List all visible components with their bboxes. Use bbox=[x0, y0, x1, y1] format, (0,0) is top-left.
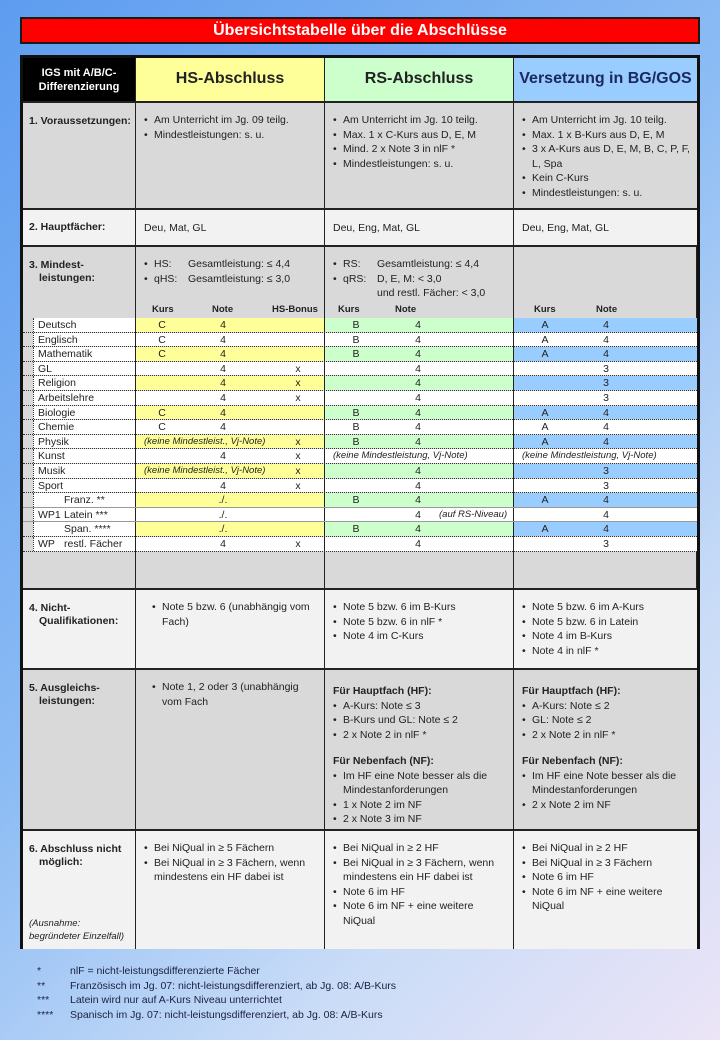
row-voraussetzungen bbox=[23, 103, 697, 210]
kurs-header: Kurs bbox=[152, 304, 174, 315]
hs-cell: 4 x bbox=[136, 537, 325, 551]
hs-note-remark: (keine Mindestleist., Vj-Note) bbox=[144, 464, 266, 476]
footnote-mark: *** bbox=[37, 994, 50, 1006]
subject-row bbox=[23, 508, 697, 523]
hs-cell: C 4 bbox=[136, 406, 325, 420]
subject-name-cell bbox=[33, 464, 136, 478]
list-item: • B-Kurs und GL: Note ≤ 2 bbox=[333, 713, 507, 728]
hs-cell: C 4 bbox=[136, 420, 325, 434]
list-item: • Note 5 bzw. 6 im B-Kurs bbox=[333, 600, 507, 615]
hs-cell: (keine Mindestleist., Vj-Note) x bbox=[136, 464, 325, 478]
list-item: • Note 5 bzw. 6 in Latein bbox=[522, 615, 691, 630]
rs-cell bbox=[325, 590, 514, 668]
row-mindestleistungen bbox=[23, 247, 697, 590]
page-title: Übersichtstabelle über die Abschlüsse bbox=[20, 17, 700, 44]
list-item: • A-Kurs: Note ≤ 2 bbox=[522, 699, 691, 714]
subject-row bbox=[23, 406, 697, 421]
hs-cell bbox=[136, 590, 325, 668]
bg-cell: 4 bbox=[514, 508, 697, 522]
rs-list bbox=[325, 103, 513, 171]
list-item: • Max. 1 x C-Kurs aus D, E, M bbox=[333, 128, 507, 143]
kurs-header: Kurs bbox=[338, 304, 360, 315]
row-label bbox=[23, 590, 136, 668]
footnote-mark: ** bbox=[37, 979, 46, 992]
list-item: • Im HF eine Note besser als die Mindestanforderungen bbox=[333, 769, 507, 798]
list-item: • Bei NiQual in ≥ 3 Fächern, wenn mindestens ein HF dabei ist bbox=[144, 856, 318, 885]
corner-line-1: IGS mit A/B/C- bbox=[41, 66, 117, 79]
subject-name: Musik bbox=[38, 464, 66, 477]
subject-name: Deutsch bbox=[38, 319, 77, 331]
subject-row bbox=[23, 479, 697, 494]
subject-row bbox=[23, 362, 697, 377]
hs-list bbox=[136, 670, 324, 709]
bg-note-remark: (keine Mindestleistung, Vj-Note) bbox=[522, 450, 657, 462]
subject-name: Franz. ** bbox=[64, 494, 105, 507]
hs-header-label: HS-Abschluss bbox=[175, 70, 285, 88]
min-value: D, E, M: < 3,0 bbox=[377, 272, 442, 285]
bg-cell: 3 bbox=[514, 464, 697, 478]
bg-text: Deu, Eng, Mat, GL bbox=[522, 222, 609, 234]
column-header-bg bbox=[514, 58, 697, 101]
bg-cell: 3 bbox=[514, 391, 697, 405]
list-item: • Mind. 2 x Note 3 in nlF * bbox=[333, 142, 507, 157]
hs-cell: 4 x bbox=[136, 449, 325, 463]
bg-cell bbox=[514, 103, 697, 208]
nf-list bbox=[325, 769, 513, 827]
column-header-rs bbox=[325, 58, 514, 101]
row-label bbox=[23, 103, 136, 208]
bg-cell bbox=[514, 590, 697, 668]
subject-name: restl. Fächer bbox=[64, 537, 123, 550]
rs-min-list bbox=[325, 247, 513, 301]
rs-cell bbox=[325, 103, 514, 208]
footnote-text: nlF = nicht-leistungsdifferenzierte Fächer bbox=[70, 965, 260, 977]
list-item: • Mindestleistungen: s. u. bbox=[144, 128, 318, 143]
subject-row bbox=[23, 391, 697, 406]
subject-name: Sport bbox=[38, 479, 64, 492]
subject-name-cell bbox=[33, 420, 136, 434]
rs-remark: (auf RS-Niveau) bbox=[439, 508, 508, 520]
hs-cell: 4 x bbox=[136, 362, 325, 376]
hs-note-remark: (keine Mindestleist., Vj-Note) bbox=[144, 435, 266, 447]
footnote bbox=[37, 993, 396, 1008]
footnote-text: Latein wird nur auf A-Kurs Niveau unterrichtet bbox=[70, 994, 282, 1006]
rs-cell: 4 bbox=[325, 479, 514, 493]
list-item: • Note 6 im NF + eine weitere NiQual bbox=[522, 885, 691, 914]
label-line-2: leistungen: bbox=[39, 695, 96, 707]
bg-cell: A 4 bbox=[514, 493, 697, 507]
list-item: • Max. 1 x B-Kurs aus D, E, M bbox=[522, 128, 691, 143]
min-requirement bbox=[325, 257, 513, 272]
list-item: • Am Unterricht im Jg. 10 teilg. bbox=[522, 113, 691, 128]
rs-text: Deu, Eng, Mat, GL bbox=[333, 222, 420, 234]
footnote bbox=[37, 1008, 396, 1023]
subject-name: Mathematik bbox=[38, 348, 93, 361]
hs-cell bbox=[136, 831, 325, 949]
hs-cell bbox=[136, 210, 325, 245]
hs-bonus-header: HS-Bonus bbox=[272, 304, 318, 315]
hs-min-list bbox=[136, 247, 324, 286]
list-item: • Im HF eine Note besser als die Mindestanforderungen bbox=[522, 769, 691, 798]
row-hauptfaecher bbox=[23, 210, 697, 247]
list-item: • Note 4 im C-Kurs bbox=[333, 629, 507, 644]
rs-cell: B 4 bbox=[325, 333, 514, 347]
min-value: Gesamtleistung: ≤ 3,0 bbox=[188, 272, 291, 285]
subject-name-cell bbox=[33, 333, 136, 347]
hf-title: Für Hauptfach (HF): bbox=[522, 685, 621, 697]
subject-name-cell bbox=[33, 318, 136, 332]
list-item: • GL: Note ≤ 2 bbox=[522, 713, 691, 728]
label-text: 1. Voraussetzungen: bbox=[29, 115, 131, 127]
min-key: • qRS: bbox=[333, 272, 377, 287]
list-item: • Mindestleistungen: s. u. bbox=[522, 186, 691, 201]
hs-cell: C 4 bbox=[136, 347, 325, 361]
label-text: 2. Hauptfächer: bbox=[29, 221, 106, 233]
bg-cell: 3 bbox=[514, 376, 697, 390]
rs-cell bbox=[325, 210, 514, 245]
row-nichtqualifikationen bbox=[23, 590, 697, 670]
subject-name: Latein *** bbox=[64, 508, 108, 521]
bg-header-label: Versetzung in BG/GOS bbox=[519, 70, 692, 88]
corner-header bbox=[23, 58, 136, 101]
rs-cell: 4 bbox=[325, 464, 514, 478]
label-line-1: 5. Ausgleichs- bbox=[29, 682, 100, 694]
subject-row bbox=[23, 318, 697, 333]
hf-list bbox=[514, 699, 697, 743]
bg-cell: A 4 bbox=[514, 406, 697, 420]
list-item: • Note 6 im HF bbox=[522, 870, 691, 885]
subject-name-cell bbox=[33, 508, 136, 522]
bg-list bbox=[514, 831, 697, 914]
hs-cell: 4 x bbox=[136, 391, 325, 405]
hs-cell: 4 x bbox=[136, 479, 325, 493]
rs-cell: 4 bbox=[325, 362, 514, 376]
bg-cell bbox=[514, 670, 697, 829]
list-item: • Mindestleistungen: s. u. bbox=[333, 157, 507, 172]
hf-list bbox=[325, 699, 513, 743]
rs-header-label: RS-Abschluss bbox=[364, 70, 474, 88]
subject-name-cell bbox=[33, 347, 136, 361]
rs-cell: B 4 bbox=[325, 406, 514, 420]
subject-row bbox=[23, 522, 697, 537]
list-item: • Kein C-Kurs bbox=[522, 171, 691, 186]
rs-note-remark: (keine Mindestleistung, Vj-Note) bbox=[333, 450, 468, 462]
subject-row bbox=[23, 376, 697, 391]
subject-name-cell bbox=[33, 479, 136, 493]
wp-label: WP bbox=[38, 537, 55, 550]
subject-row bbox=[23, 420, 697, 435]
hs-cell: C 4 bbox=[136, 318, 325, 332]
list-item: • Am Unterricht im Jg. 09 teilg. bbox=[144, 113, 318, 128]
subject-name-cell bbox=[33, 537, 136, 551]
min-value: Gesamtleistung: ≤ 4,4 bbox=[188, 258, 291, 270]
overview-table bbox=[20, 55, 700, 949]
min-value: Gesamtleistung: ≤ 4,4 bbox=[377, 258, 480, 270]
bg-list bbox=[514, 590, 697, 658]
footnote-text: Französisch im Jg. 07: nicht-leistungsdifferenziert, ab Jg. 08: A/B-Kurs bbox=[70, 979, 397, 992]
wp1-label: WP1 bbox=[38, 508, 61, 521]
hs-cell: 4 x bbox=[136, 376, 325, 390]
label-line-1: 3. Mindest- bbox=[29, 259, 84, 271]
bg-cell: A 4 bbox=[514, 333, 697, 347]
hs-list bbox=[136, 831, 324, 885]
list-item: • Note 6 im HF bbox=[333, 885, 507, 900]
list-item: • A-Kurs: Note ≤ 3 bbox=[333, 699, 507, 714]
label-line-2: leistungen: bbox=[39, 272, 96, 284]
min-requirement bbox=[136, 272, 324, 287]
rs-cell: B 4 bbox=[325, 493, 514, 507]
rs-list bbox=[325, 590, 513, 644]
nf-title: Für Nebenfach (NF): bbox=[333, 755, 434, 767]
hs-cell bbox=[136, 670, 325, 829]
row-ausgleichsleistungen bbox=[23, 670, 697, 831]
kurs-header: Kurs bbox=[534, 304, 556, 315]
subject-name: GL bbox=[38, 362, 53, 375]
list-item: • Bei NiQual in ≥ 3 Fächern, wenn mindestens ein HF dabei ist bbox=[333, 856, 507, 885]
footnote-text: Spanisch im Jg. 07: nicht-leistungsdifferenziert, ab Jg. 08: A/B-Kurs bbox=[70, 1008, 383, 1021]
subject-name: Chemie bbox=[38, 421, 75, 434]
subject-row bbox=[23, 537, 697, 552]
bg-cell: A 4 bbox=[514, 347, 697, 361]
hs-cell: ./. bbox=[136, 508, 325, 522]
subject-name: Kunst bbox=[38, 450, 65, 463]
bg-cell: A 4 bbox=[514, 435, 697, 449]
hs-cell: ./. bbox=[136, 522, 325, 536]
list-item: • 2 x Note 3 im NF bbox=[333, 812, 507, 827]
list-item: • Note 6 im NF + eine weitere NiQual bbox=[333, 899, 507, 928]
rs-list bbox=[325, 831, 513, 928]
list-item: • Note 5 bzw. 6 (unabhängig vom Fach) bbox=[152, 600, 318, 629]
list-item: • 1 x Note 2 im NF bbox=[333, 798, 507, 813]
hs-cell: ./. bbox=[136, 493, 325, 507]
label-line-2: Qualifikationen: bbox=[39, 615, 119, 627]
row-label bbox=[23, 831, 136, 949]
subject-name-cell bbox=[33, 435, 136, 449]
rs-cell: 4 (auf RS-Niveau) bbox=[325, 508, 514, 522]
min-value: und restl. Fächer: < 3,0 bbox=[377, 287, 486, 299]
list-item: • Note 4 im B-Kurs bbox=[522, 629, 691, 644]
nf-title: Für Nebenfach (NF): bbox=[522, 755, 623, 767]
subject-row bbox=[23, 347, 697, 362]
bg-cell: 3 bbox=[514, 362, 697, 376]
exception-line-2: begründeter Einzelfall) bbox=[29, 931, 125, 942]
hs-text: Deu, Mat, GL bbox=[144, 222, 207, 234]
row-abschluss-nicht-moeglich bbox=[23, 831, 697, 949]
footnote-mark: **** bbox=[37, 1008, 54, 1021]
nf-list bbox=[514, 769, 697, 813]
label-line-1: 6. Abschluss nicht bbox=[29, 843, 122, 855]
list-item: • 3 x A-Kurs aus D, E, M, B, C, P, F, L, Spa bbox=[522, 142, 691, 171]
rs-cell: B 4 bbox=[325, 347, 514, 361]
min-requirement bbox=[325, 272, 513, 287]
subject-name-cell bbox=[33, 376, 136, 390]
rs-cell: B 4 bbox=[325, 318, 514, 332]
subject-name: Biologie bbox=[38, 406, 76, 419]
list-item: • Bei NiQual in ≥ 2 HF bbox=[333, 841, 507, 856]
rs-cell: 4 bbox=[325, 537, 514, 551]
footnote bbox=[37, 964, 396, 979]
hs-cell: (keine Mindestleist., Vj-Note) x bbox=[136, 435, 325, 449]
bg-cell: A 4 bbox=[514, 420, 697, 434]
row-label bbox=[23, 670, 136, 829]
footnote bbox=[37, 979, 396, 994]
rs-cell: B 4 bbox=[325, 522, 514, 536]
min-requirement bbox=[136, 257, 324, 272]
list-item: • Bei NiQual in ≥ 2 HF bbox=[522, 841, 691, 856]
footnote-mark: * bbox=[37, 965, 42, 977]
subject-name: Span. **** bbox=[64, 523, 111, 536]
hs-cell: C 4 bbox=[136, 333, 325, 347]
list-item: • Note 5 bzw. 6 im A-Kurs bbox=[522, 600, 691, 615]
list-item: • 2 x Note 2 in nlF * bbox=[333, 728, 507, 743]
bg-cell bbox=[514, 449, 697, 463]
table-header bbox=[23, 58, 697, 103]
rs-cell bbox=[325, 670, 514, 829]
subject-name: Englisch bbox=[38, 333, 78, 346]
hs-list bbox=[136, 590, 324, 629]
note-header: Note bbox=[395, 304, 417, 315]
list-item: • Note 1, 2 oder 3 (unabhängig vom Fach bbox=[152, 680, 318, 709]
bg-cell: A 4 bbox=[514, 318, 697, 332]
rs-cell: 4 bbox=[325, 391, 514, 405]
label-line-1: 4. Nicht- bbox=[29, 602, 71, 614]
min-key: • HS: bbox=[144, 257, 188, 272]
subject-name-cell bbox=[33, 493, 136, 507]
subject-row bbox=[23, 333, 697, 348]
list-item: • 2 x Note 2 im NF bbox=[522, 798, 691, 813]
corner-line-2: Differenzierung bbox=[38, 80, 120, 93]
subject-name: Arbeitslehre bbox=[38, 391, 95, 404]
list-item: • Note 4 in nlF * bbox=[522, 644, 691, 659]
subject-row bbox=[23, 464, 697, 479]
label-line-2: möglich: bbox=[39, 856, 83, 868]
hs-cell bbox=[136, 103, 325, 208]
subject-name-cell bbox=[33, 406, 136, 420]
rs-cell bbox=[325, 449, 514, 463]
list-item: • Bei NiQual in ≥ 5 Fächern bbox=[144, 841, 318, 856]
note-header: Note bbox=[596, 304, 618, 315]
list-item: • Note 5 bzw. 6 in nlF * bbox=[333, 615, 507, 630]
subject-name-cell bbox=[33, 362, 136, 376]
exception-note bbox=[29, 917, 124, 943]
row-label bbox=[23, 210, 136, 245]
bg-cell: 3 bbox=[514, 479, 697, 493]
min-requirement bbox=[325, 286, 513, 301]
bg-cell: A 4 bbox=[514, 522, 697, 536]
column-header-hs bbox=[136, 58, 325, 101]
subject-name: Physik bbox=[38, 435, 69, 448]
subject-name-cell bbox=[33, 391, 136, 405]
rs-cell bbox=[325, 831, 514, 949]
min-key: • RS: bbox=[333, 257, 377, 272]
list-item: • Am Unterricht im Jg. 10 teilg. bbox=[333, 113, 507, 128]
list-item: • Bei NiQual in ≥ 3 Fächern bbox=[522, 856, 691, 871]
exception-line-1: (Ausnahme: bbox=[29, 918, 81, 929]
footnotes bbox=[37, 964, 396, 1022]
bg-cell: 3 bbox=[514, 537, 697, 551]
list-item: • 2 x Note 2 in nlF * bbox=[522, 728, 691, 743]
subject-grid bbox=[23, 318, 697, 552]
subject-row bbox=[23, 435, 697, 450]
rs-cell: B 4 bbox=[325, 420, 514, 434]
subject-name-cell bbox=[33, 449, 136, 463]
min-key: • qHS: bbox=[144, 272, 188, 287]
subject-row bbox=[23, 449, 697, 464]
subject-name: Religion bbox=[38, 377, 76, 390]
subject-name-cell bbox=[33, 522, 136, 536]
hf-title: Für Hauptfach (HF): bbox=[333, 685, 432, 697]
min-key bbox=[333, 286, 377, 301]
rs-cell: 4 bbox=[325, 376, 514, 390]
note-header: Note bbox=[212, 304, 234, 315]
hs-list bbox=[136, 103, 324, 142]
bg-list bbox=[514, 103, 697, 200]
bg-cell bbox=[514, 210, 697, 245]
subject-row bbox=[23, 493, 697, 508]
bg-cell bbox=[514, 831, 697, 949]
rs-cell: B 4 bbox=[325, 435, 514, 449]
